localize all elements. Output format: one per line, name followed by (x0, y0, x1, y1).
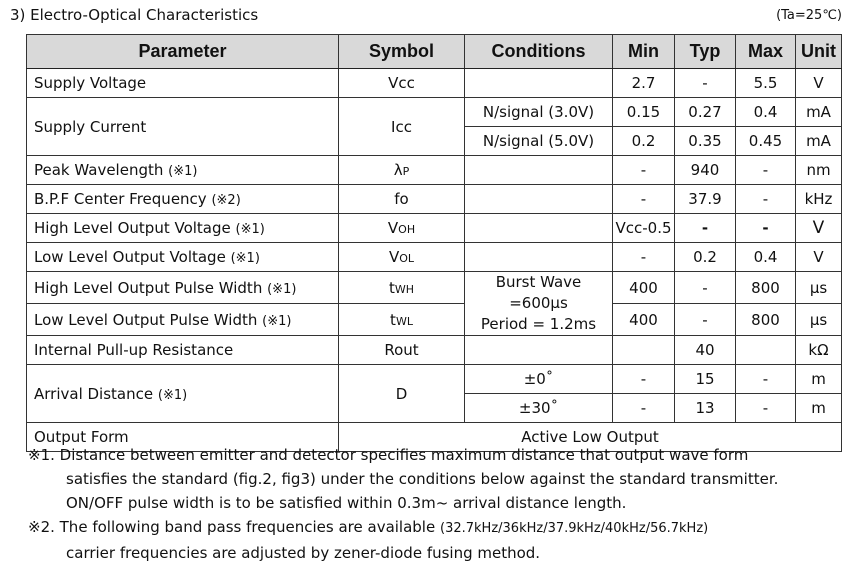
symbol-main: λ (393, 161, 403, 179)
header-max: Max (736, 35, 796, 69)
param-supply-voltage: Supply Voltage (27, 69, 339, 98)
max-cell: - (736, 214, 796, 243)
param-peak-wavelength (27, 156, 339, 185)
table-row (27, 272, 842, 304)
param-label: B.P.F Center Frequency (34, 190, 207, 208)
note-ref: (※1) (267, 281, 297, 297)
max-cell: - (736, 185, 796, 214)
param-label: High Level Output Voltage (34, 219, 231, 237)
header-conditions: Conditions (465, 35, 613, 69)
header-unit: Unit (796, 35, 842, 69)
unit-cell: μs (796, 272, 842, 304)
typ-cell: 0.2 (675, 243, 736, 272)
min-cell: - (613, 243, 675, 272)
typ-cell: 940 (675, 156, 736, 185)
min-cell: Vcc-0.5 (613, 214, 675, 243)
typ-cell: - (675, 272, 736, 304)
unit-cell: mA (796, 98, 842, 127)
symbol-subscript: P (402, 165, 410, 178)
conditions-cell: N/signal (3.0V) (465, 98, 613, 127)
param-low-level-pulse-width (27, 304, 339, 336)
symbol-cell: D (339, 365, 465, 423)
conditions-cell: ±30˚ (465, 394, 613, 423)
min-cell: 2.7 (613, 69, 675, 98)
note-2-frequencies: (32.7kHz/36kHz/37.9kHz/40kHz/56.7kHz) (440, 521, 709, 536)
typ-cell: - (675, 69, 736, 98)
param-output-form: Output Form (27, 423, 339, 452)
table-row (27, 214, 842, 243)
typ-cell: - (675, 304, 736, 336)
conditions-cell (465, 214, 613, 243)
symbol-subscript: WH (394, 282, 415, 296)
param-internal-pullup-resistance: Internal Pull-up Resistance (27, 336, 339, 365)
min-cell: 0.2 (613, 127, 675, 156)
param-high-level-pulse-width (27, 272, 339, 304)
note-ref: (※1) (230, 251, 260, 266)
ambient-temperature-note: (Ta=25℃) (776, 8, 842, 23)
note-2-text: ※2. The following band pass frequencies are available (28, 518, 436, 536)
unit-cell: V (796, 214, 842, 243)
min-cell (613, 336, 675, 365)
note-1-line-3: ON/OFF pulse width is to be satisfied within 0.3m~ arrival distance length. (66, 494, 627, 512)
unit-cell: kHz (796, 185, 842, 214)
conditions-burst-wave (465, 272, 613, 336)
header-symbol: Symbol (339, 35, 465, 69)
table-row (27, 156, 842, 185)
max-cell: - (736, 394, 796, 423)
table-row (27, 69, 842, 98)
symbol-cell: Vcc (339, 69, 465, 98)
section-title: 3) Electro-Optical Characteristics (10, 6, 259, 24)
symbol-cell: Icc (339, 98, 465, 156)
conditions-cell (465, 185, 613, 214)
conditions-cell (465, 69, 613, 98)
max-cell: 0.4 (736, 98, 796, 127)
typ-cell: 0.27 (675, 98, 736, 127)
symbol-subscript: OH (398, 223, 416, 236)
footnotes (28, 443, 848, 565)
symbol-main: t (388, 278, 395, 297)
burst-wave-line: Burst Wave =600μs (495, 273, 582, 312)
max-cell: 0.45 (736, 127, 796, 156)
note-ref: (※1) (262, 313, 292, 329)
note-ref: (※1) (235, 222, 265, 237)
symbol-cell (339, 304, 465, 336)
typ-cell: 37.9 (675, 185, 736, 214)
param-low-level-output-voltage (27, 243, 339, 272)
min-cell: - (613, 365, 675, 394)
header-row (27, 35, 842, 69)
max-cell: - (736, 365, 796, 394)
conditions-cell: ±0˚ (465, 365, 613, 394)
table-row (27, 98, 842, 127)
unit-cell: m (796, 365, 842, 394)
param-arrival-distance (27, 365, 339, 423)
table-row (27, 365, 842, 394)
param-high-level-output-voltage (27, 214, 339, 243)
symbol-cell: Rout (339, 336, 465, 365)
note-2-line-1 (28, 515, 848, 541)
table-row (27, 336, 842, 365)
unit-cell: V (796, 69, 842, 98)
note-ref: (※1) (157, 387, 188, 403)
table-row (27, 243, 842, 272)
param-label: High Level Output Pulse Width (34, 278, 263, 297)
max-cell: 0.4 (736, 243, 796, 272)
unit-cell: mA (796, 127, 842, 156)
conditions-cell: N/signal (5.0V) (465, 127, 613, 156)
note-ref: (※2) (211, 193, 241, 208)
param-label: Low Level Output Pulse Width (34, 310, 258, 329)
symbol-subscript: WL (395, 314, 413, 328)
table-row (27, 304, 842, 336)
min-cell: - (613, 394, 675, 423)
symbol-cell (339, 243, 465, 272)
param-label: Peak Wavelength (34, 161, 164, 179)
symbol-main: V (387, 219, 399, 237)
note-2-line-2: carrier frequencies are adjusted by zener-diode fusing method. (66, 544, 541, 562)
min-cell: 0.15 (613, 98, 675, 127)
symbol-cell (339, 156, 465, 185)
unit-cell: V (796, 243, 842, 272)
symbol-cell: fo (339, 185, 465, 214)
output-form-value: Active Low Output (339, 423, 842, 452)
typ-cell: 15 (675, 365, 736, 394)
symbol-subscript: OL (399, 252, 415, 265)
max-cell: - (736, 156, 796, 185)
unit-cell: m (796, 394, 842, 423)
param-bpf-center-frequency (27, 185, 339, 214)
table-row (27, 185, 842, 214)
unit-cell: kΩ (796, 336, 842, 365)
typ-cell: 40 (675, 336, 736, 365)
conditions-cell (465, 336, 613, 365)
header-min: Min (613, 35, 675, 69)
electro-optical-table (26, 34, 842, 452)
header-typ: Typ (675, 35, 736, 69)
header-parameter: Parameter (27, 35, 339, 69)
note-1-line-1: ※1. Distance between emitter and detector specifies maximum distance that output wave form (28, 446, 749, 464)
min-cell: 400 (613, 272, 675, 304)
max-cell: 800 (736, 272, 796, 304)
max-cell: 5.5 (736, 69, 796, 98)
param-supply-current: Supply Current (27, 98, 339, 156)
period-line: Period = 1.2ms (480, 315, 597, 333)
min-cell: - (613, 156, 675, 185)
note-ref: (※1) (168, 164, 198, 179)
unit-cell: nm (796, 156, 842, 185)
unit-cell: μs (796, 304, 842, 336)
min-cell: 400 (613, 304, 675, 336)
typ-cell: 13 (675, 394, 736, 423)
note-1-line-2: satisfies the standard (fig.2, fig3) under the conditions below against the standard transmitter. (66, 470, 779, 488)
conditions-cell (465, 243, 613, 272)
min-cell: - (613, 185, 675, 214)
symbol-cell (339, 214, 465, 243)
typ-cell: 0.35 (675, 127, 736, 156)
typ-cell: - (675, 214, 736, 243)
symbol-cell (339, 272, 465, 304)
symbol-main: V (388, 248, 400, 266)
symbol-main: t (390, 310, 396, 329)
max-cell (736, 336, 796, 365)
param-label: Arrival Distance (34, 384, 154, 403)
conditions-cell (465, 156, 613, 185)
param-label: Low Level Output Voltage (34, 248, 226, 266)
max-cell: 800 (736, 304, 796, 336)
